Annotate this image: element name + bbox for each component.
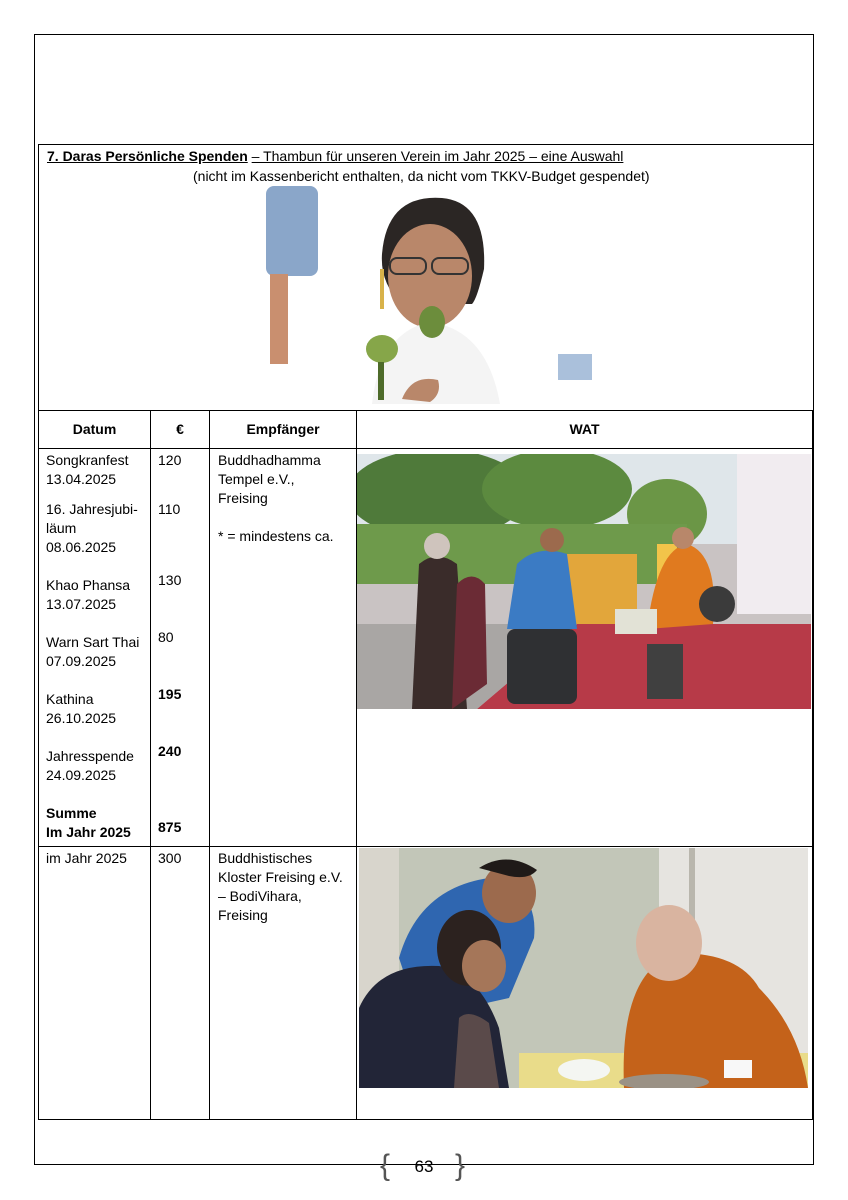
amount: 300: [158, 850, 182, 866]
event-label: Khao Phansa: [46, 577, 131, 593]
section-note: (nicht im Kassenbericht enthalten, da nicht vom TKKV-Budget gespendet): [193, 168, 650, 184]
event-label: Warn Sart Thai: [46, 634, 140, 650]
recipient-name: Kloster Freising e.V.: [218, 869, 343, 885]
amount: 130: [158, 572, 182, 588]
table-header-row: [39, 411, 813, 449]
donations-table: [38, 410, 813, 1120]
monastery-photo: [359, 848, 808, 1088]
table-row: [39, 847, 813, 1120]
event-label: Songkranfest: [46, 452, 129, 468]
amount-cell: [151, 847, 210, 1120]
recipient-name: Buddhistisches: [218, 850, 313, 866]
recipient-city: Freising: [218, 490, 268, 506]
event-date: 13.07.2025: [46, 596, 117, 612]
table-row: [39, 449, 813, 847]
footer-bracket-left: {: [380, 1149, 391, 1182]
event-date: 08.06.2025: [46, 539, 117, 555]
event-label: 16. Jahresjubi-: [46, 501, 138, 517]
recipient-name: – BodiVihara,: [218, 888, 302, 904]
header-datum: Datum: [39, 411, 151, 449]
recipient-name: Tempel e.V.,: [218, 471, 295, 487]
footer-rule-right: [463, 1164, 733, 1165]
event-label: Kathina: [46, 691, 94, 707]
event-date: 13.04.2025: [46, 471, 117, 487]
recipient-name: Buddhadhamma: [218, 452, 321, 468]
sum-label-year: Im Jahr 2025: [46, 824, 131, 840]
event-label: läum: [46, 520, 77, 536]
amount: 240: [158, 743, 182, 759]
amount: 195: [158, 686, 182, 702]
sum-amount: 875: [158, 819, 182, 835]
event-date: 24.09.2025: [46, 767, 117, 783]
event-date: 26.10.2025: [46, 710, 117, 726]
recipient-cell: [210, 449, 357, 847]
footer-bracket-right: }: [455, 1149, 466, 1182]
recipient-note: * = mindestens ca.: [218, 528, 334, 544]
wat-photo-cell: [357, 847, 813, 1120]
page-number: 63: [414, 1157, 434, 1176]
event-date: 07.09.2025: [46, 653, 117, 669]
amount: 120: [158, 452, 182, 468]
section-heading: 7. Daras Persönliche Spenden: [47, 148, 248, 164]
date-cell: [39, 847, 151, 1120]
footer-rule-left: [115, 1164, 385, 1165]
wat-photo-cell: [357, 449, 813, 847]
header-empfaenger: Empfänger: [210, 411, 357, 449]
event-label: Jahresspende: [46, 748, 134, 764]
dates-cell: [39, 449, 151, 847]
section-title: [47, 148, 623, 164]
amount: 110: [158, 501, 181, 517]
amount: 80: [158, 629, 174, 645]
recipient-cell: [210, 847, 357, 1120]
date-text: im Jahr 2025: [46, 850, 127, 866]
header-wat: WAT: [357, 411, 813, 449]
recipient-city: Freising: [218, 907, 268, 923]
section-subheading: – Thambun für unseren Verein im Jahr 2025 – eine Auswahl: [251, 148, 624, 164]
sum-label: Summe: [46, 805, 97, 821]
portrait-photo: [262, 184, 592, 404]
temple-ceremony-photo: [357, 454, 811, 709]
amounts-cell: [151, 449, 210, 847]
header-euro: €: [151, 411, 210, 449]
